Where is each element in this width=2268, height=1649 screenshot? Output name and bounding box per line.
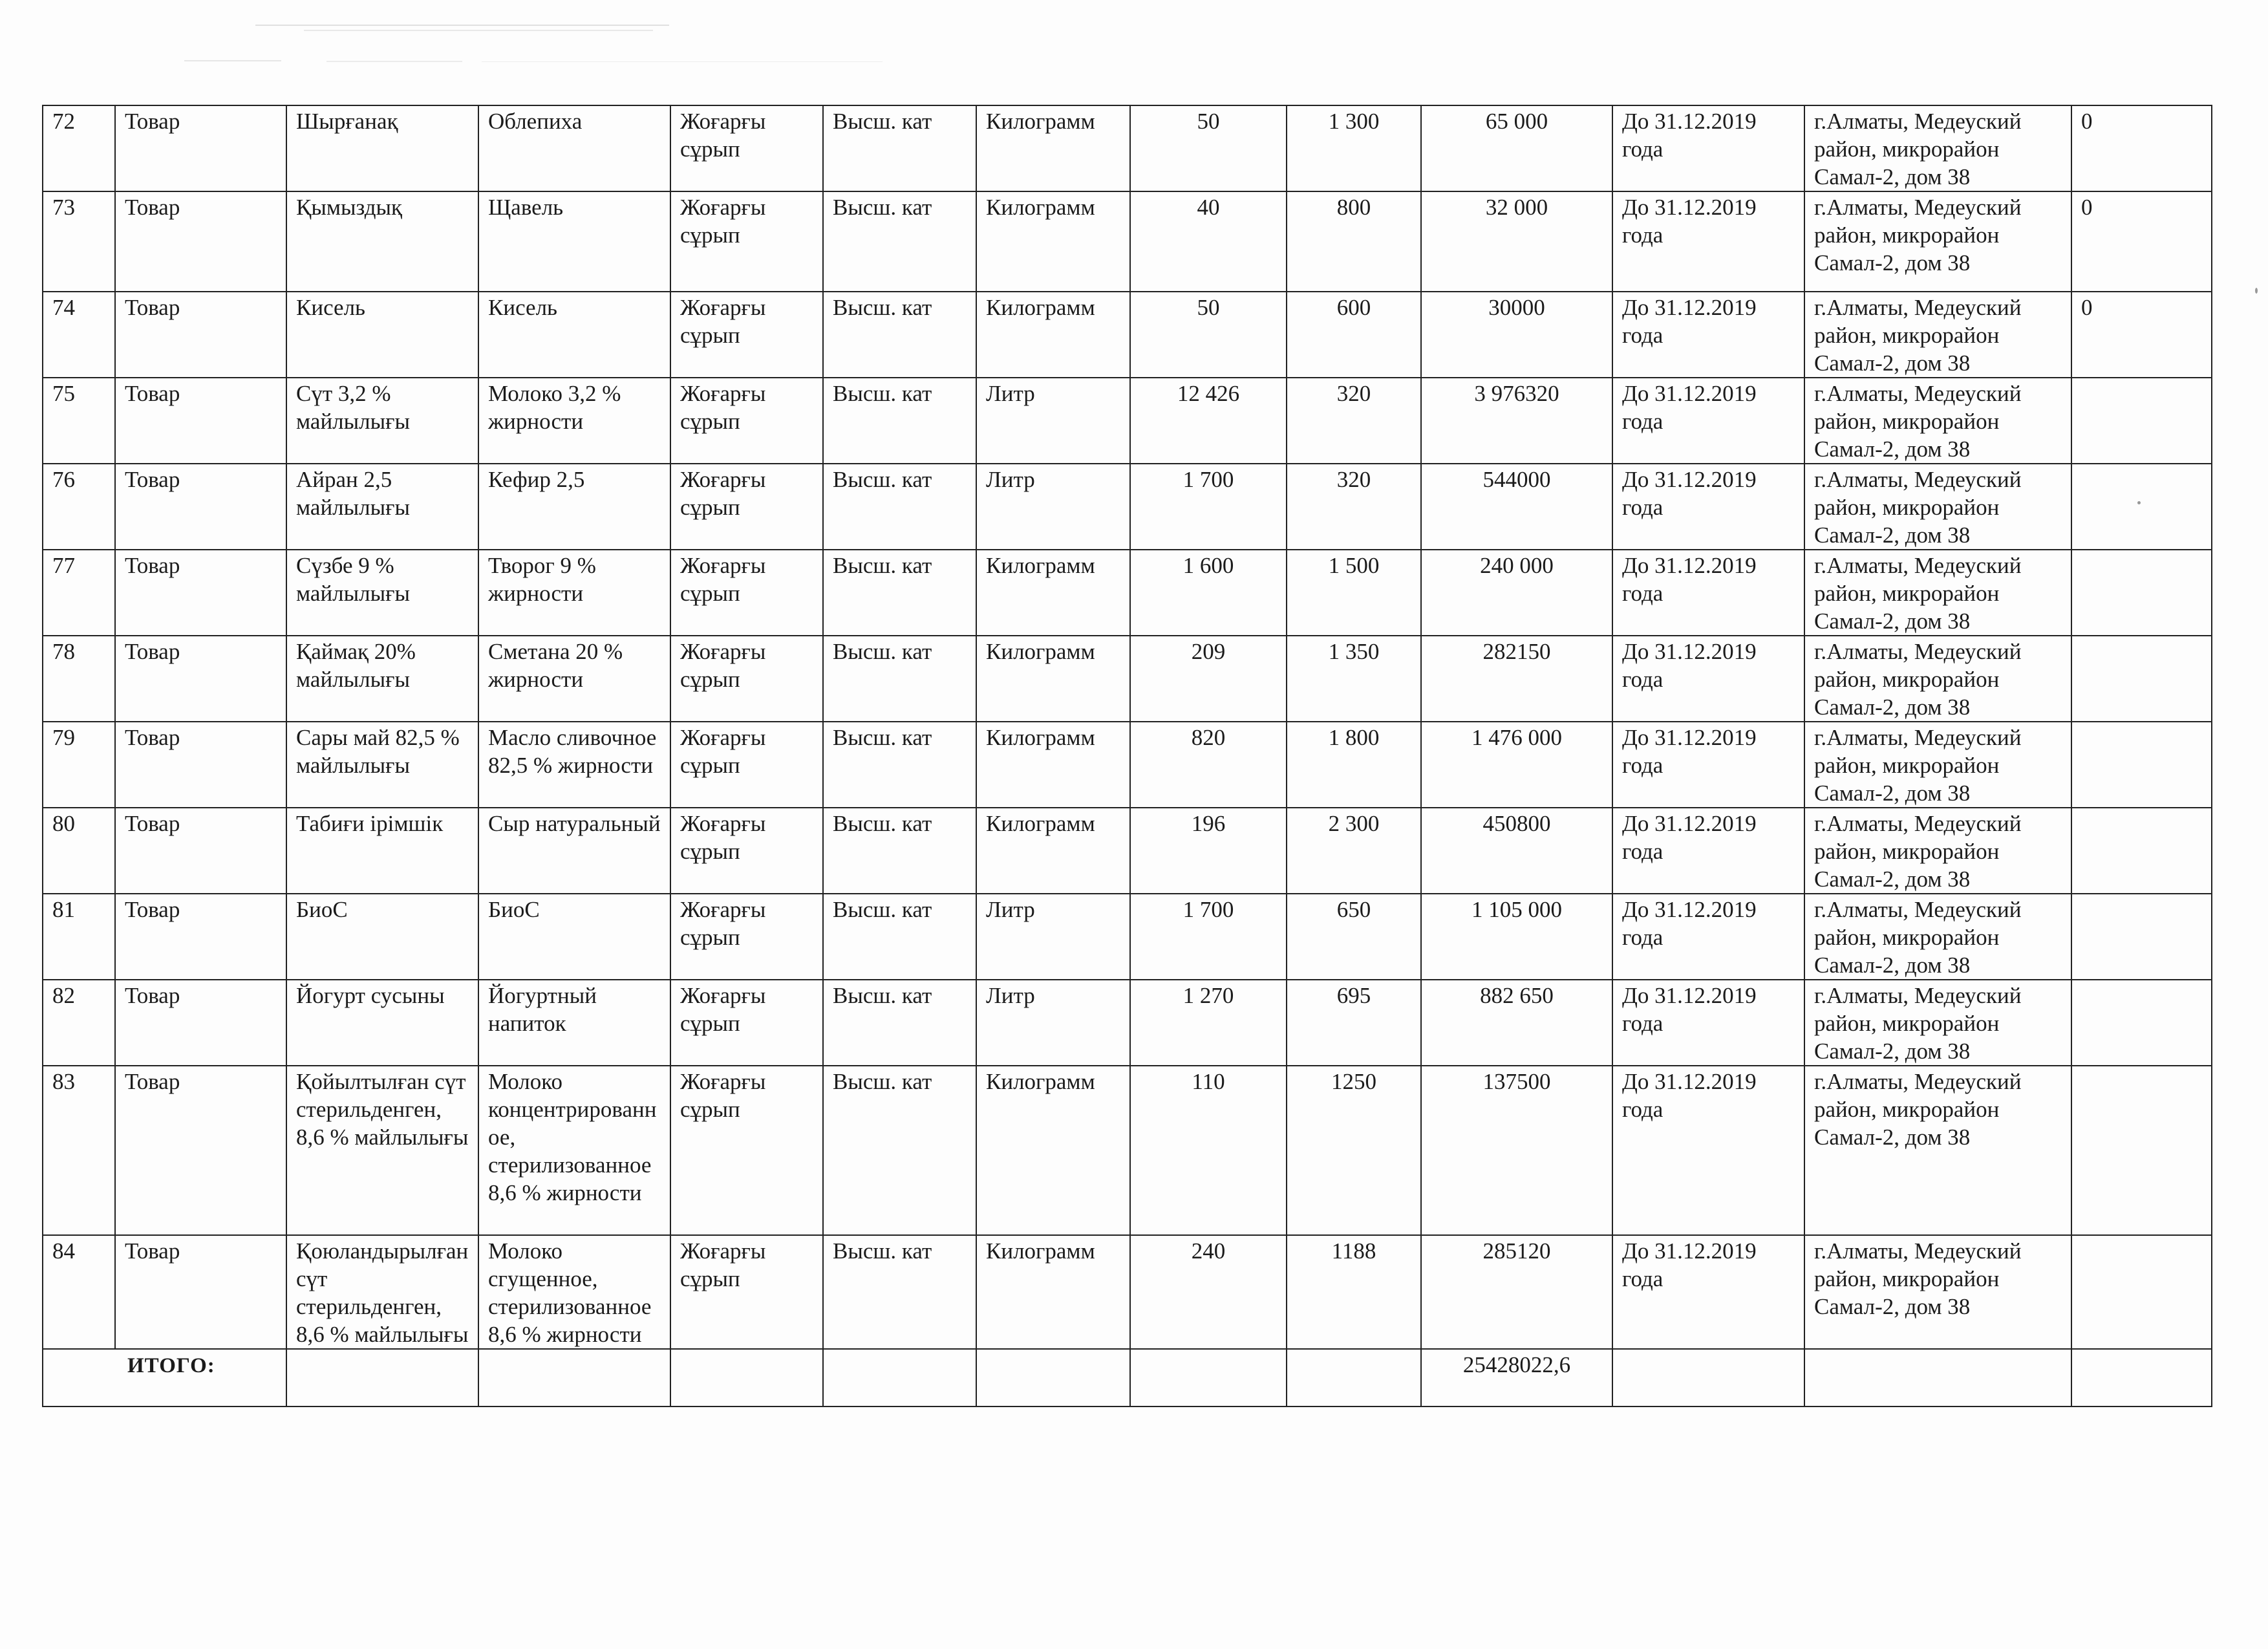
cell-grade-ru: Высш. кат — [823, 894, 976, 980]
cell-delivery-term: До 31.12.2019 года — [1612, 292, 1804, 378]
cell-name-kz: Қаймақ 20% майлылығы — [286, 636, 478, 722]
cell-unit: Килограмм — [976, 1235, 1130, 1349]
cell-grade-kz: Жоғарғы сұрып — [670, 378, 823, 464]
cell-extra — [2071, 1066, 2212, 1235]
cell-total-label — [43, 1349, 286, 1406]
cell-quantity: 240 — [1130, 1235, 1287, 1349]
cell-delivery-term: До 31.12.2019 года — [1612, 894, 1804, 980]
scan-artifact — [326, 61, 462, 62]
cell-extra — [2071, 808, 2212, 894]
cell-delivery-term: До 31.12.2019 года — [1612, 722, 1804, 808]
cell-name-kz: Сары май 82,5 % майлылығы — [286, 722, 478, 808]
cell-delivery-term: До 31.12.2019 года — [1612, 464, 1804, 550]
cell-row-number: 75 — [43, 378, 115, 464]
cell-extra: 0 — [2071, 292, 2212, 378]
table-row-78 — [43, 636, 2212, 722]
cell-unit: Литр — [976, 980, 1130, 1066]
table-row-72 — [43, 105, 2212, 191]
cell-unit: Килограмм — [976, 105, 1130, 191]
scan-artifact — [184, 60, 281, 61]
cell-extra — [2071, 378, 2212, 464]
cell-extra: 0 — [2071, 191, 2212, 292]
cell-price: 1 800 — [1287, 722, 1421, 808]
cell-sum: 882 650 — [1421, 980, 1612, 1066]
cell-name-kz: БиоС — [286, 894, 478, 980]
cell-name-kz: Йогурт сусыны — [286, 980, 478, 1066]
cell-empty — [286, 1349, 478, 1406]
cell-row-number: 72 — [43, 105, 115, 191]
cell-grade-kz: Жоғарғы сұрып — [670, 1235, 823, 1349]
cell-empty — [976, 1349, 1130, 1406]
cell-extra — [2071, 722, 2212, 808]
cell-sum: 65 000 — [1421, 105, 1612, 191]
cell-name-kz: Қымыздық — [286, 191, 478, 292]
cell-name-ru: Йогуртный напиток — [478, 980, 670, 1066]
cell-name-kz: Шырғанақ — [286, 105, 478, 191]
cell-delivery-place: г.Алматы, Медеуский район, микрорайон Самал-2, дом 38 — [1804, 550, 2071, 636]
cell-quantity: 110 — [1130, 1066, 1287, 1235]
cell-item-type: Товар — [115, 464, 286, 550]
cell-price: 800 — [1287, 191, 1421, 292]
table-row-79 — [43, 722, 2212, 808]
cell-sum: 282150 — [1421, 636, 1612, 722]
cell-empty — [1612, 1349, 1804, 1406]
cell-quantity: 40 — [1130, 191, 1287, 292]
cell-name-kz: Қойылтылған сүт стерильденген, 8,6 % майлылығы — [286, 1066, 478, 1235]
cell-unit: Килограмм — [976, 292, 1130, 378]
cell-grade-ru: Высш. кат — [823, 808, 976, 894]
scan-speck — [2255, 288, 2258, 294]
cell-delivery-place: г.Алматы, Медеуский район, микрорайон Самал-2, дом 38 — [1804, 808, 2071, 894]
cell-empty — [823, 1349, 976, 1406]
cell-delivery-term: До 31.12.2019 года — [1612, 1235, 1804, 1349]
cell-price: 600 — [1287, 292, 1421, 378]
cell-sum: 30000 — [1421, 292, 1612, 378]
cell-sum: 240 000 — [1421, 550, 1612, 636]
cell-name-ru: БиоС — [478, 894, 670, 980]
table-row-82 — [43, 980, 2212, 1066]
cell-delivery-place: г.Алматы, Медеуский район, микрорайон Самал-2, дом 38 — [1804, 191, 2071, 292]
cell-item-type: Товар — [115, 980, 286, 1066]
cell-empty — [1804, 1349, 2071, 1406]
cell-name-ru: Кисель — [478, 292, 670, 378]
cell-price: 2 300 — [1287, 808, 1421, 894]
cell-sum: 285120 — [1421, 1235, 1612, 1349]
cell-name-ru: Масло сливочное 82,5 % жирности — [478, 722, 670, 808]
cell-empty — [1287, 1349, 1421, 1406]
cell-price: 1 350 — [1287, 636, 1421, 722]
cell-unit: Килограмм — [976, 1066, 1130, 1235]
cell-item-type: Товар — [115, 105, 286, 191]
cell-name-kz: Айран 2,5 майлылығы — [286, 464, 478, 550]
table-body — [43, 105, 2212, 1406]
cell-row-number: 78 — [43, 636, 115, 722]
cell-delivery-place: г.Алматы, Медеуский район, микрорайон Самал-2, дом 38 — [1804, 722, 2071, 808]
cell-empty — [478, 1349, 670, 1406]
cell-item-type: Товар — [115, 378, 286, 464]
cell-quantity: 1 700 — [1130, 464, 1287, 550]
cell-delivery-place: г.Алматы, Медеуский район, микрорайон Самал-2, дом 38 — [1804, 980, 2071, 1066]
cell-grade-ru: Высш. кат — [823, 980, 976, 1066]
cell-sum: 32 000 — [1421, 191, 1612, 292]
cell-name-ru: Молоко 3,2 % жирности — [478, 378, 670, 464]
cell-item-type: Товар — [115, 1066, 286, 1235]
cell-grade-kz: Жоғарғы сұрып — [670, 636, 823, 722]
scan-artifact — [304, 30, 653, 31]
cell-delivery-place: г.Алматы, Медеуский район, микрорайон Самал-2, дом 38 — [1804, 464, 2071, 550]
cell-grade-ru: Высш. кат — [823, 292, 976, 378]
cell-quantity: 209 — [1130, 636, 1287, 722]
cell-name-kz: Қоюландырылған сүт стерильденген, 8,6 % майлылығы — [286, 1235, 478, 1349]
cell-extra — [2071, 464, 2212, 550]
cell-name-ru: Молоко сгущенное, стерилизованное 8,6 % жирности — [478, 1235, 670, 1349]
cell-name-kz: Сүзбе 9 % майлылығы — [286, 550, 478, 636]
cell-extra — [2071, 894, 2212, 980]
cell-empty — [2071, 1349, 2212, 1406]
cell-quantity: 12 426 — [1130, 378, 1287, 464]
table-row-77 — [43, 550, 2212, 636]
cell-grade-ru: Высш. кат — [823, 550, 976, 636]
cell-row-number: 81 — [43, 894, 115, 980]
cell-price: 1188 — [1287, 1235, 1421, 1349]
cell-price: 320 — [1287, 378, 1421, 464]
cell-grade-ru: Высш. кат — [823, 1066, 976, 1235]
cell-grade-ru: Высш. кат — [823, 722, 976, 808]
cell-grade-kz: Жоғарғы сұрып — [670, 980, 823, 1066]
cell-grade-ru: Высш. кат — [823, 1235, 976, 1349]
table-row-74 — [43, 292, 2212, 378]
cell-empty — [1130, 1349, 1287, 1406]
table-row-73 — [43, 191, 2212, 292]
cell-name-ru: Щавель — [478, 191, 670, 292]
cell-grade-kz: Жоғарғы сұрып — [670, 894, 823, 980]
cell-unit: Литр — [976, 464, 1130, 550]
cell-total-sum: 25428022,6 — [1421, 1349, 1612, 1406]
cell-item-type: Товар — [115, 808, 286, 894]
cell-item-type: Товар — [115, 1235, 286, 1349]
cell-name-ru: Творог 9 % жирности — [478, 550, 670, 636]
cell-grade-ru: Высш. кат — [823, 636, 976, 722]
cell-unit: Литр — [976, 894, 1130, 980]
cell-quantity: 50 — [1130, 105, 1287, 191]
cell-delivery-term: До 31.12.2019 года — [1612, 105, 1804, 191]
cell-grade-kz: Жоғарғы сұрып — [670, 105, 823, 191]
cell-quantity: 1 600 — [1130, 550, 1287, 636]
cell-row-number: 80 — [43, 808, 115, 894]
table-row-75 — [43, 378, 2212, 464]
cell-grade-kz: Жоғарғы сұрып — [670, 464, 823, 550]
cell-extra — [2071, 550, 2212, 636]
cell-delivery-term: До 31.12.2019 года — [1612, 980, 1804, 1066]
table-row-80 — [43, 808, 2212, 894]
cell-delivery-term: До 31.12.2019 года — [1612, 636, 1804, 722]
cell-delivery-place: г.Алматы, Медеуский район, микрорайон Самал-2, дом 38 — [1804, 636, 2071, 722]
cell-extra: 0 — [2071, 105, 2212, 191]
cell-extra — [2071, 1235, 2212, 1349]
cell-quantity: 1 700 — [1130, 894, 1287, 980]
cell-row-number: 74 — [43, 292, 115, 378]
cell-sum: 137500 — [1421, 1066, 1612, 1235]
cell-price: 695 — [1287, 980, 1421, 1066]
cell-unit: Килограмм — [976, 636, 1130, 722]
cell-name-ru: Облепиха — [478, 105, 670, 191]
goods-table — [42, 105, 2212, 1407]
cell-grade-ru: Высш. кат — [823, 464, 976, 550]
cell-unit: Килограмм — [976, 550, 1130, 636]
table-row-76 — [43, 464, 2212, 550]
cell-grade-kz: Жоғарғы сұрып — [670, 808, 823, 894]
cell-sum: 450800 — [1421, 808, 1612, 894]
cell-delivery-term: До 31.12.2019 года — [1612, 378, 1804, 464]
cell-row-number: 83 — [43, 1066, 115, 1235]
cell-grade-kz: Жоғарғы сұрып — [670, 722, 823, 808]
cell-name-ru: Сыр натуральный — [478, 808, 670, 894]
cell-name-kz: Кисель — [286, 292, 478, 378]
cell-unit: Килограмм — [976, 722, 1130, 808]
cell-delivery-place: г.Алматы, Медеуский район, микрорайон Самал-2, дом 38 — [1804, 378, 2071, 464]
cell-sum: 1 105 000 — [1421, 894, 1612, 980]
cell-grade-ru: Высш. кат — [823, 105, 976, 191]
cell-delivery-term: До 31.12.2019 года — [1612, 808, 1804, 894]
cell-delivery-place: г.Алматы, Медеуский район, микрорайон Самал-2, дом 38 — [1804, 894, 2071, 980]
total-row — [43, 1349, 2212, 1406]
cell-name-ru: Молоко концентрированное, стерилизованное 8,6 % жирности — [478, 1066, 670, 1235]
cell-row-number: 84 — [43, 1235, 115, 1349]
table-row-83 — [43, 1066, 2212, 1235]
cell-name-kz: Сүт 3,2 % майлылығы — [286, 378, 478, 464]
cell-quantity: 820 — [1130, 722, 1287, 808]
cell-name-ru: Кефир 2,5 — [478, 464, 670, 550]
cell-price: 1250 — [1287, 1066, 1421, 1235]
cell-name-ru: Сметана 20 % жирности — [478, 636, 670, 722]
cell-price: 650 — [1287, 894, 1421, 980]
cell-row-number: 79 — [43, 722, 115, 808]
cell-quantity: 1 270 — [1130, 980, 1287, 1066]
cell-delivery-place: г.Алматы, Медеуский район, микрорайон Самал-2, дом 38 — [1804, 105, 2071, 191]
cell-grade-kz: Жоғарғы сұрып — [670, 1066, 823, 1235]
cell-unit: Литр — [976, 378, 1130, 464]
cell-sum: 544000 — [1421, 464, 1612, 550]
cell-unit: Килограмм — [976, 191, 1130, 292]
cell-row-number: 82 — [43, 980, 115, 1066]
cell-name-kz: Табиғи ірімшік — [286, 808, 478, 894]
cell-item-type: Товар — [115, 894, 286, 980]
cell-grade-ru: Высш. кат — [823, 191, 976, 292]
cell-sum: 1 476 000 — [1421, 722, 1612, 808]
table-row-81 — [43, 894, 2212, 980]
scan-artifact — [255, 25, 669, 26]
cell-price: 1 500 — [1287, 550, 1421, 636]
cell-item-type: Товар — [115, 722, 286, 808]
cell-delivery-place: г.Алматы, Медеуский район, микрорайон Самал-2, дом 38 — [1804, 1235, 2071, 1349]
cell-item-type: Товар — [115, 292, 286, 378]
cell-delivery-place: г.Алматы, Медеуский район, микрорайон Самал-2, дом 38 — [1804, 292, 2071, 378]
cell-quantity: 196 — [1130, 808, 1287, 894]
cell-row-number: 77 — [43, 550, 115, 636]
cell-grade-ru: Высш. кат — [823, 378, 976, 464]
cell-delivery-term: До 31.12.2019 года — [1612, 191, 1804, 292]
cell-item-type: Товар — [115, 191, 286, 292]
cell-sum: 3 976320 — [1421, 378, 1612, 464]
cell-grade-kz: Жоғарғы сұрып — [670, 191, 823, 292]
cell-item-type: Товар — [115, 550, 286, 636]
cell-grade-kz: Жоғарғы сұрып — [670, 550, 823, 636]
cell-extra — [2071, 636, 2212, 722]
cell-price: 320 — [1287, 464, 1421, 550]
cell-unit: Килограмм — [976, 808, 1130, 894]
cell-extra — [2071, 980, 2212, 1066]
cell-grade-kz: Жоғарғы сұрып — [670, 292, 823, 378]
cell-quantity: 50 — [1130, 292, 1287, 378]
cell-empty — [670, 1349, 823, 1406]
cell-delivery-term: До 31.12.2019 года — [1612, 550, 1804, 636]
table-row-84 — [43, 1235, 2212, 1349]
total-label: ИТОГО: — [127, 1354, 215, 1377]
cell-item-type: Товар — [115, 636, 286, 722]
cell-price: 1 300 — [1287, 105, 1421, 191]
scan-artifact — [482, 61, 883, 62]
cell-delivery-term: До 31.12.2019 года — [1612, 1066, 1804, 1235]
cell-row-number: 76 — [43, 464, 115, 550]
cell-delivery-place: г.Алматы, Медеуский район, микрорайон Самал-2, дом 38 — [1804, 1066, 2071, 1235]
cell-row-number: 73 — [43, 191, 115, 292]
